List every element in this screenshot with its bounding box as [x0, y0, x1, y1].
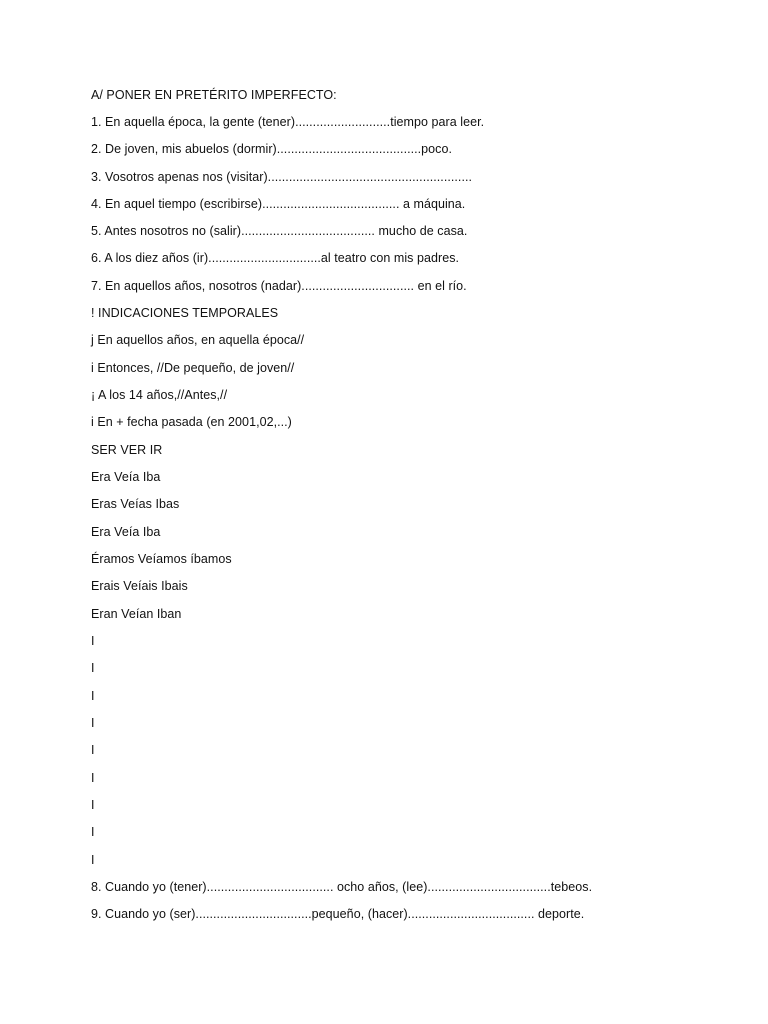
placeholder-line: I [91, 853, 95, 867]
exercise-item-6: 6. A los diez años (ir)................................al teatro con mis padres. [91, 251, 460, 265]
placeholder-line: I [91, 771, 95, 785]
temporal-line-3: ¡ A los 14 años,//Antes,// [91, 388, 228, 402]
exercise-item-1: 1. En aquella época, la gente (tener)...........................tiempo para leer. [91, 115, 485, 129]
placeholder-line: I [91, 661, 95, 675]
verb-table-row: Erais Veíais Ibais [91, 579, 188, 593]
exercise-item-5: 5. Antes nosotros no (salir)...................................... mucho de casa. [91, 224, 468, 238]
exercise-item-4: 4. En aquel tiempo (escribirse)....................................... a máquina. [91, 197, 466, 211]
verb-table-row: Era Veía Iba [91, 470, 161, 484]
verb-table-header: SER VER IR [91, 443, 163, 457]
placeholder-line: I [91, 798, 95, 812]
placeholder-line: I [91, 716, 95, 730]
verb-table-row: Éramos Veíamos íbamos [91, 552, 232, 566]
section-heading-temporal: ! INDICACIONES TEMPORALES [91, 306, 279, 320]
exercise-item-8: 8. Cuando yo (tener).................................... ocho años, (lee)...................................tebeos. [91, 880, 593, 894]
placeholder-line: I [91, 825, 95, 839]
temporal-line-1: j En aquellos años, en aquella época// [91, 333, 305, 347]
verb-table-row: Eran Veían Iban [91, 607, 182, 621]
placeholder-line: I [91, 689, 95, 703]
exercise-heading: A/ PONER EN PRETÉRITO IMPERFECTO: [91, 88, 337, 102]
placeholder-line: I [91, 634, 95, 648]
verb-table-row: Eras Veías Ibas [91, 497, 180, 511]
exercise-item-3: 3. Vosotros apenas nos (visitar).......................................................... [91, 170, 473, 184]
exercise-item-7: 7. En aquellos años, nosotros (nadar)................................ en el río. [91, 279, 467, 293]
verb-table-row: Era Veía Iba [91, 525, 161, 539]
exercise-item-9: 9. Cuando yo (ser).................................pequeño, (hacer).................................... deporte. [91, 907, 585, 921]
temporal-line-2: i Entonces, //De pequeño, de joven// [91, 361, 295, 375]
exercise-item-2: 2. De joven, mis abuelos (dormir).........................................poco. [91, 142, 453, 156]
temporal-line-4: i En + fecha pasada (en 2001,02,...) [91, 415, 292, 429]
placeholder-line: I [91, 743, 95, 757]
